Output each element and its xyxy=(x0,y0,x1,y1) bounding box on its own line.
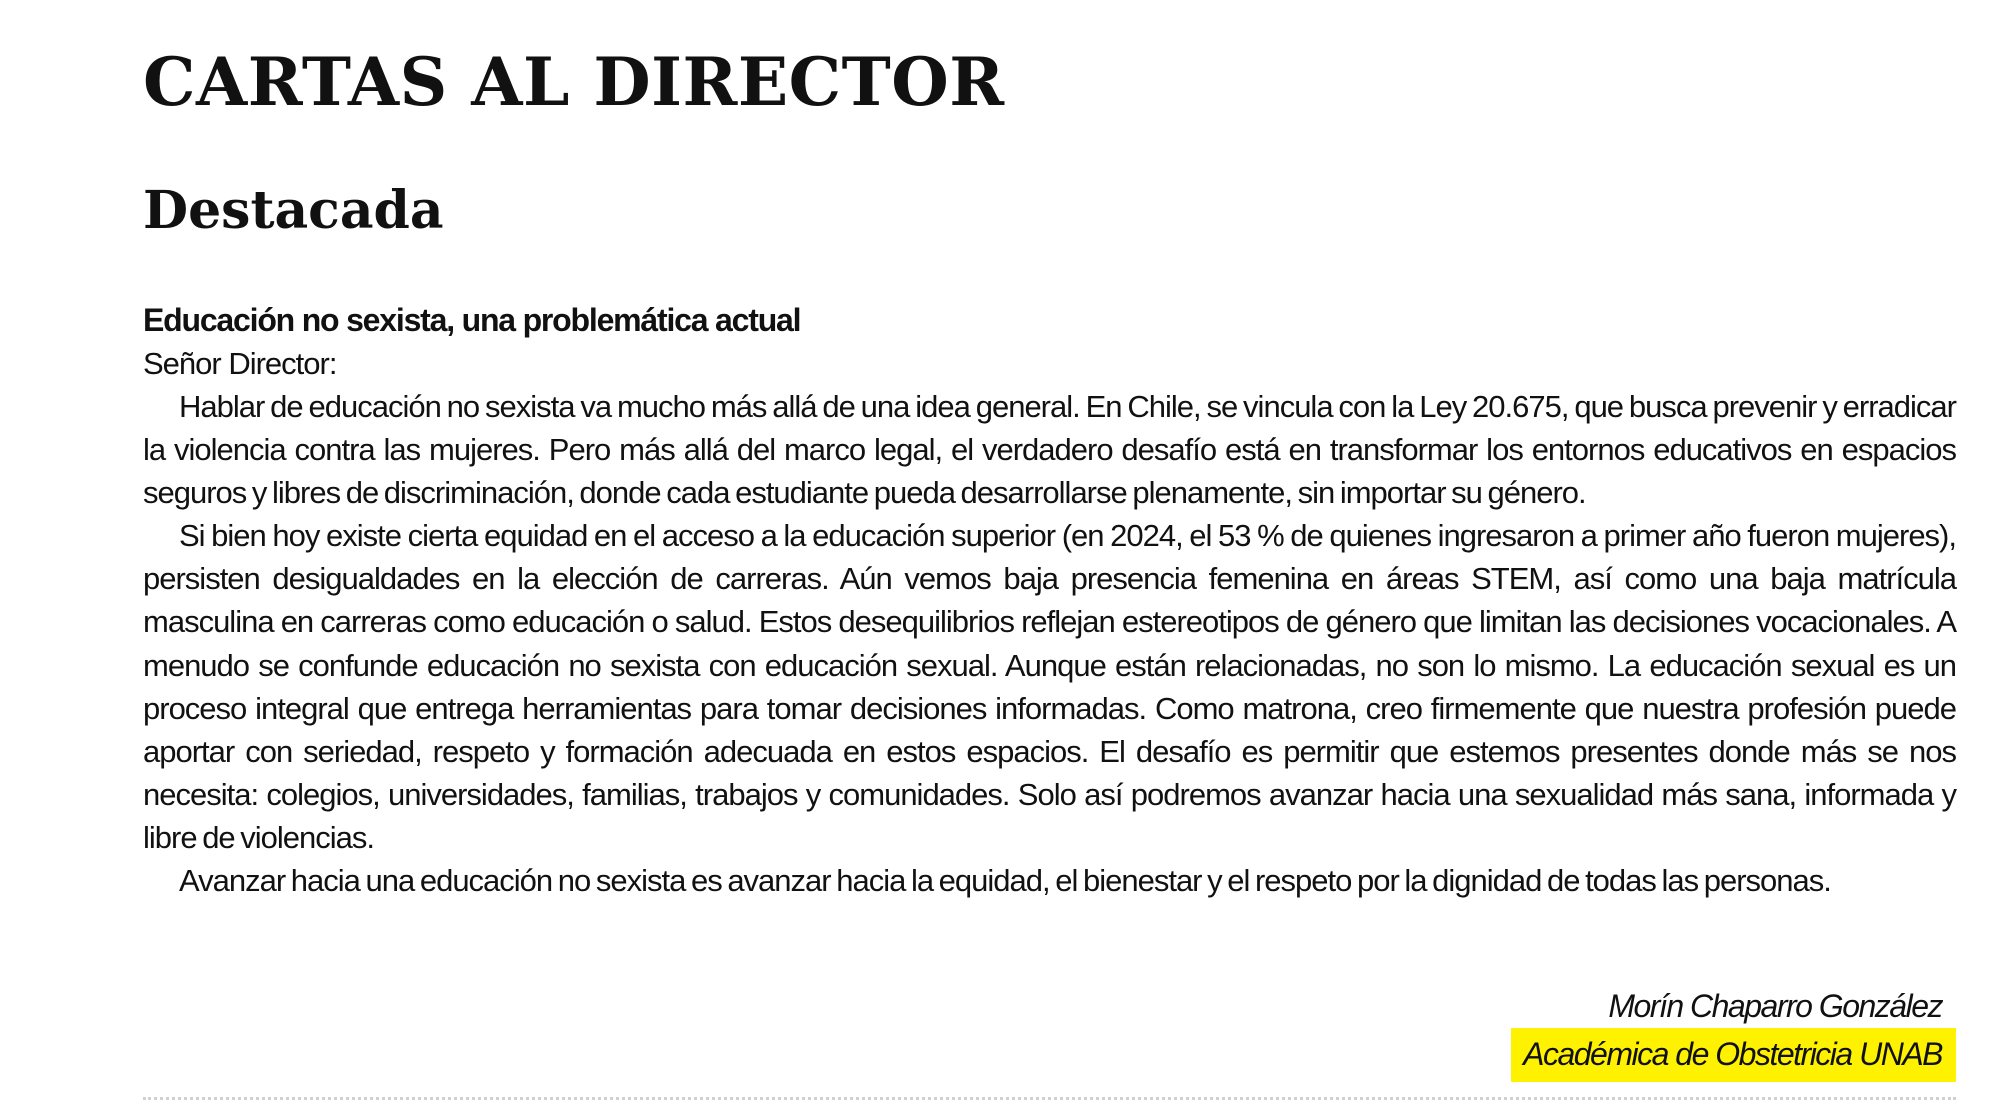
letter-signature xyxy=(1511,984,1956,1082)
section-subtitle: Destacada xyxy=(143,180,444,241)
page-bottom-edge xyxy=(143,1097,1956,1100)
letter-headline: Educación no sexista, una problemática actual xyxy=(143,302,801,338)
letter-paragraph: Hablar de educación no sexista va mucho más allá de una idea general. En Chile, se vincula con la Ley 20.675, que busca prevenir y erradicar la violencia contra las mujeres. Pero más allá del marco legal, el verdadero desafío está en transformar los entornos educativos en espacios seguros y libres de discriminación, donde cada estudiante pueda desarrollarse plenamente, sin importar su género. xyxy=(143,389,1956,511)
letters-page xyxy=(143,0,1956,1101)
author-role-highlight: Académica de Obstetricia UNAB xyxy=(1511,1028,1956,1082)
letter-paragraph: Avanzar hacia una educación no sexista es avanzar hacia la equidad, el bienestar y el respeto por la dignidad de todas las personas. xyxy=(179,863,1831,899)
letter-paragraph: Si bien hoy existe cierta equidad en el acceso a la educación superior (en 2024, el 53 % de quienes ingresaron a primer año fueron mujeres), persisten desigualdades en la elección de carreras. Aún vemos baja presencia femenina en áreas STEM, así como una baja matrícula masculina en carreras como educación o salud. Estos desequilibrios reflejan estereotipos de género que limitan las decisiones vocacionales. A menudo se confunde educación no sexista con educación sexual. Aunque están relacionadas, no son lo mismo. La educación sexual es un proceso integral que entrega herramientas para tomar decisiones informadas. Como matrona, creo firmemente que nuestra profesión puede aportar con seriedad, respeto y formación adecuada en estos espacios. El desafío es permitir que estemos presentes donde más se nos necesita: colegios, universidades, familias, trabajos y comunidades. Solo así podremos avanzar hacia una sexualidad más sana, informada y libre de violencias. xyxy=(143,518,1956,855)
section-title: CARTAS AL DIRECTOR xyxy=(143,43,1005,121)
letter-salutation: Señor Director: xyxy=(143,346,337,381)
letter xyxy=(143,298,1956,902)
author-name: Morín Chaparro González xyxy=(1608,988,1942,1024)
